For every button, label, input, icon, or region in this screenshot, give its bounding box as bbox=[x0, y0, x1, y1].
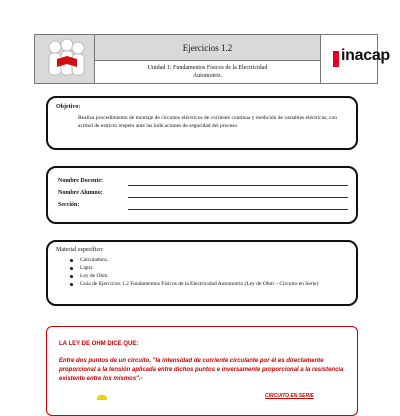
list-item: Ley de Ohm. bbox=[68, 272, 352, 280]
alumno-label: Nombre Alumno: bbox=[58, 190, 103, 196]
objective-text: Realiza procedimiento de montaje de circuitos eléctricos de corriente continua y medición de variables eléctricas, con actitud de estricto respeto ante las indicaciones de seguridad del proceso bbox=[78, 115, 337, 129]
header-subtitle-line2: Automotriz. bbox=[192, 73, 223, 79]
alumno-input-line[interactable] bbox=[128, 197, 348, 198]
seccion-label: Sección: bbox=[58, 202, 80, 208]
header-subtitle-line1: Unidad 1: Fundamentos Físicos de la Electricidad bbox=[147, 65, 268, 71]
list-item: Lápiz bbox=[68, 264, 352, 272]
header-table bbox=[34, 34, 390, 84]
ohm-law-text: Entre dos puntos de un circuito, "la intensidad de corriente circulante por él es directamente proporcional a la tensión aplicada entre dichos puntos e inversamente proporcional a la resistencia existente entre los mismos".- bbox=[59, 358, 344, 382]
docente-input-line[interactable] bbox=[128, 185, 348, 186]
decorative-shape-icon bbox=[97, 395, 107, 400]
circuit-series-label: CIRCUITO EN SERIE bbox=[265, 393, 314, 399]
objective-title: Objetivo: bbox=[56, 104, 81, 110]
ohm-law-box bbox=[46, 326, 358, 416]
list-item: Calculadora. bbox=[68, 256, 352, 264]
student-info-box bbox=[46, 166, 358, 224]
header-title: Ejercicios 1.2 bbox=[95, 35, 321, 61]
objective-box bbox=[46, 96, 358, 150]
ohm-law-title: LA LEY DE OHM DICE QUE: bbox=[59, 341, 139, 347]
students-reading-icon bbox=[35, 35, 95, 83]
inacap-logo-text: inacap bbox=[341, 47, 390, 64]
material-title: Material específico: bbox=[56, 247, 104, 253]
material-box bbox=[46, 240, 358, 306]
header-illustration-cell bbox=[35, 35, 95, 83]
seccion-input-line[interactable] bbox=[128, 209, 348, 210]
header-subtitle bbox=[95, 61, 321, 83]
inacap-logo-mark bbox=[333, 51, 339, 67]
list-item: Guía de Ejercicios 1.2 Fundamentos Físicos de la Electricidad Automotriz (Ley de Ohm – Circuito en Serie) bbox=[68, 280, 352, 288]
material-list bbox=[68, 256, 352, 288]
docente-label: Nombre Docente: bbox=[58, 178, 104, 184]
inacap-logo bbox=[321, 35, 390, 83]
